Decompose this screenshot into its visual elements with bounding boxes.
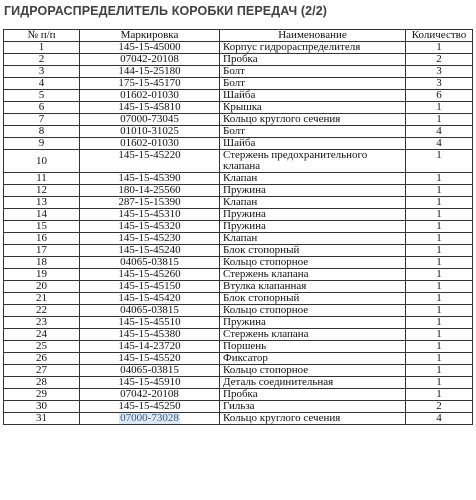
table-row — [4, 90, 473, 102]
row-quantity: 1 — [406, 221, 473, 233]
row-marking: 145-15-45250 — [80, 401, 220, 413]
row-quantity: 1 — [406, 281, 473, 293]
row-name: Пружина — [220, 185, 406, 197]
row-name: Корпус гидрораспределителя — [220, 42, 406, 54]
table-body — [4, 42, 473, 425]
row-quantity: 1 — [406, 150, 473, 173]
row-quantity: 1 — [406, 341, 473, 353]
row-quantity: 2 — [406, 54, 473, 66]
table-row — [4, 329, 473, 341]
row-marking: 145-15-45000 — [80, 42, 220, 54]
row-name: Поршень — [220, 341, 406, 353]
row-quantity: 4 — [406, 126, 473, 138]
row-name: Кольцо стопорное — [220, 365, 406, 377]
header-name: Наименование — [220, 30, 406, 42]
row-number: 12 — [4, 185, 80, 197]
table-row — [4, 257, 473, 269]
table-row — [4, 245, 473, 257]
row-number: 10 — [4, 150, 80, 173]
row-number: 22 — [4, 305, 80, 317]
row-quantity: 1 — [406, 329, 473, 341]
parts-table — [3, 29, 473, 425]
table-row — [4, 281, 473, 293]
table-row — [4, 173, 473, 185]
table-row — [4, 389, 473, 401]
table-row — [4, 197, 473, 209]
row-marking: 07042-20108 — [80, 54, 220, 66]
row-marking: 07042-20108 — [80, 389, 220, 401]
row-number: 16 — [4, 233, 80, 245]
table-row — [4, 66, 473, 78]
row-marking: 145-15-45260 — [80, 269, 220, 281]
row-number: 9 — [4, 138, 80, 150]
row-number: 17 — [4, 245, 80, 257]
row-quantity: 1 — [406, 317, 473, 329]
row-name: Кольцо стопорное — [220, 257, 406, 269]
row-name: Пружина — [220, 221, 406, 233]
row-name: Пружина — [220, 209, 406, 221]
row-quantity: 1 — [406, 114, 473, 126]
row-quantity: 1 — [406, 245, 473, 257]
table-row — [4, 54, 473, 66]
row-marking: 145-15-45240 — [80, 245, 220, 257]
header-qty: Количество — [406, 30, 473, 42]
table-row — [4, 293, 473, 305]
row-name: Клапан — [220, 197, 406, 209]
row-quantity: 1 — [406, 209, 473, 221]
row-marking: 01010-31025 — [80, 126, 220, 138]
row-marking: 287-15-15390 — [80, 197, 220, 209]
table-row — [4, 221, 473, 233]
row-marking: 145-15-45390 — [80, 173, 220, 185]
row-marking: 145-15-45320 — [80, 221, 220, 233]
row-name: Пружина — [220, 317, 406, 329]
row-number: 14 — [4, 209, 80, 221]
table-header-row — [4, 30, 473, 42]
selected-text-highlight[interactable]: 07000-73028 — [120, 412, 179, 424]
row-quantity: 1 — [406, 377, 473, 389]
row-number: 18 — [4, 257, 80, 269]
table-row — [4, 138, 473, 150]
row-marking: 01602-01030 — [80, 138, 220, 150]
table-row — [4, 102, 473, 114]
table-row — [4, 269, 473, 281]
row-number: 29 — [4, 389, 80, 401]
row-number: 15 — [4, 221, 80, 233]
row-marking: 04065-03815 — [80, 257, 220, 269]
row-marking: 145-15-45220 — [80, 150, 220, 173]
row-marking: 145-15-45520 — [80, 353, 220, 365]
row-quantity: 1 — [406, 42, 473, 54]
row-quantity: 1 — [406, 173, 473, 185]
table-row — [4, 365, 473, 377]
row-number: 27 — [4, 365, 80, 377]
row-name: Шайба — [220, 138, 406, 150]
row-name: Пробка — [220, 54, 406, 66]
page-title: ГИДРОРАСПРЕДЕЛИТЕЛЬ КОРОБКИ ПЕРЕДАЧ (2/2) — [4, 4, 328, 18]
row-marking: 145-15-45910 — [80, 377, 220, 389]
row-quantity: 1 — [406, 365, 473, 377]
row-quantity: 1 — [406, 353, 473, 365]
row-quantity: 1 — [406, 197, 473, 209]
table-row — [4, 305, 473, 317]
table-row — [4, 185, 473, 197]
row-quantity: 4 — [406, 138, 473, 150]
table-row — [4, 353, 473, 365]
row-name: Кольцо круглого сечения — [220, 114, 406, 126]
row-quantity: 6 — [406, 90, 473, 102]
row-quantity: 1 — [406, 233, 473, 245]
row-name: Болт — [220, 78, 406, 90]
row-number: 2 — [4, 54, 80, 66]
row-name: Деталь соединительная — [220, 377, 406, 389]
table-row — [4, 317, 473, 329]
table-row — [4, 42, 473, 54]
row-marking: 04065-03815 — [80, 365, 220, 377]
row-marking: 01602-01030 — [80, 90, 220, 102]
row-marking: 145-15-45310 — [80, 209, 220, 221]
row-name: Фиксатор — [220, 353, 406, 365]
table-row — [4, 150, 473, 173]
row-number: 6 — [4, 102, 80, 114]
row-number: 23 — [4, 317, 80, 329]
row-quantity: 2 — [406, 401, 473, 413]
row-number: 4 — [4, 78, 80, 90]
row-quantity: 1 — [406, 102, 473, 114]
row-marking: 145-15-45810 — [80, 102, 220, 114]
header-num: № п/п — [4, 30, 80, 42]
row-number: 21 — [4, 293, 80, 305]
row-quantity: 1 — [406, 269, 473, 281]
row-name: Кольцо круглого сечения — [220, 413, 406, 425]
row-number: 5 — [4, 90, 80, 102]
table-row — [4, 78, 473, 90]
header-mark: Маркировка — [80, 30, 220, 42]
row-number: 19 — [4, 269, 80, 281]
row-name: Блок стопорный — [220, 293, 406, 305]
row-name: Втулка клапанная — [220, 281, 406, 293]
table-row — [4, 114, 473, 126]
row-name: Блок стопорный — [220, 245, 406, 257]
row-name: Гильза — [220, 401, 406, 413]
row-quantity: 3 — [406, 78, 473, 90]
row-name: Клапан — [220, 173, 406, 185]
row-number: 30 — [4, 401, 80, 413]
row-marking: 145-15-45230 — [80, 233, 220, 245]
row-number: 25 — [4, 341, 80, 353]
row-number: 3 — [4, 66, 80, 78]
table-row — [4, 209, 473, 221]
row-quantity: 1 — [406, 293, 473, 305]
row-number: 8 — [4, 126, 80, 138]
row-marking: 07000-73045 — [80, 114, 220, 126]
row-number: 31 — [4, 413, 80, 425]
row-marking: 145-15-45510 — [80, 317, 220, 329]
row-name: Болт — [220, 66, 406, 78]
row-marking: 144-15-25180 — [80, 66, 220, 78]
row-number: 24 — [4, 329, 80, 341]
row-quantity: 1 — [406, 257, 473, 269]
row-marking: 145-15-45150 — [80, 281, 220, 293]
row-name: Стержень клапана — [220, 329, 406, 341]
row-number: 20 — [4, 281, 80, 293]
row-name: Шайба — [220, 90, 406, 102]
row-name: Кольцо стопорное — [220, 305, 406, 317]
row-marking — [80, 413, 220, 425]
row-name: Стержень клапана — [220, 269, 406, 281]
table-row — [4, 126, 473, 138]
row-name: Клапан — [220, 233, 406, 245]
row-number: 1 — [4, 42, 80, 54]
row-marking: 145-15-45380 — [80, 329, 220, 341]
row-name: Пробка — [220, 389, 406, 401]
row-name: Болт — [220, 126, 406, 138]
row-quantity: 3 — [406, 66, 473, 78]
row-marking: 145-14-23720 — [80, 341, 220, 353]
row-name: Крышка — [220, 102, 406, 114]
row-name: Стержень предохранительного клапана — [220, 150, 406, 173]
row-quantity: 1 — [406, 389, 473, 401]
table-row — [4, 377, 473, 389]
row-number: 7 — [4, 114, 80, 126]
row-quantity: 1 — [406, 305, 473, 317]
table-row — [4, 413, 473, 425]
row-number: 11 — [4, 173, 80, 185]
row-number: 13 — [4, 197, 80, 209]
table-row — [4, 233, 473, 245]
table-row — [4, 401, 473, 413]
row-number: 26 — [4, 353, 80, 365]
row-number: 28 — [4, 377, 80, 389]
table-row — [4, 341, 473, 353]
row-quantity: 1 — [406, 185, 473, 197]
row-marking: 04065-03815 — [80, 305, 220, 317]
row-marking: 145-15-45420 — [80, 293, 220, 305]
row-marking: 175-15-45170 — [80, 78, 220, 90]
row-marking: 180-14-25560 — [80, 185, 220, 197]
row-quantity: 4 — [406, 413, 473, 425]
